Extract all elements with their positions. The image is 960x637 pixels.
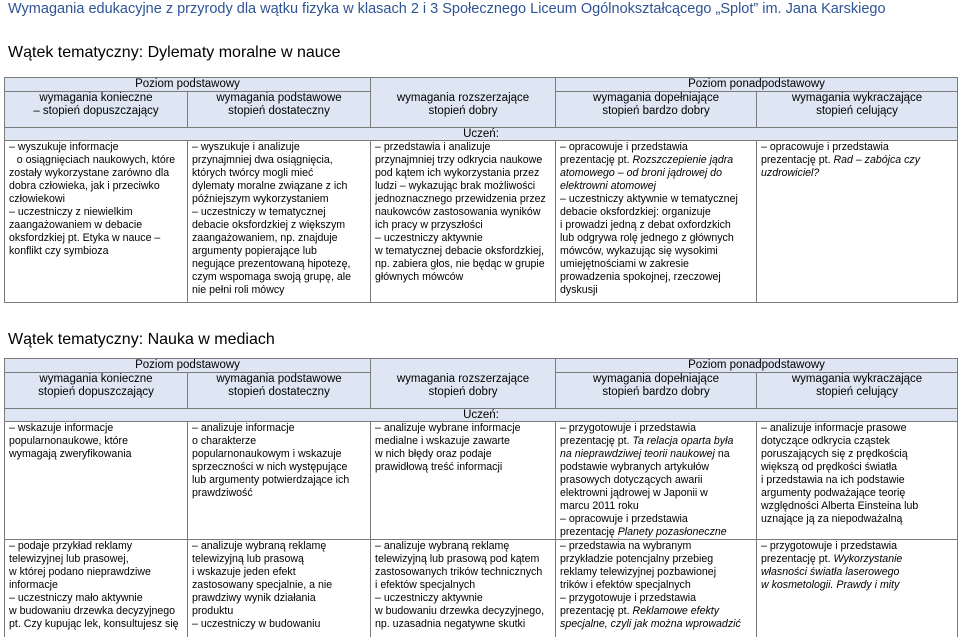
requirements-table-media <box>4 358 958 637</box>
cell-media-complementary-2: – przedstawia na wybranym przykładzie potencjalny przebieg reklamy telewizyjnej pozbawionej trików i efektów specjalnych – przygotowuje i przedstawia prezentację pt. Reklamowe efekty specjalne, czyli jak można wprowadzić <box>556 540 757 637</box>
cell-dylematy-complementary: – opracowuje i przedstawia prezentację pt. Rozszczepienie jądra atomowego – od broni jądrowej do elektrowni atomowej – uczestniczy aktywnie w tematycznej debacie oksfordzkiej: organizuje i prowadzi jedną z debat oxfordzkich lub odgrywa rolę jednego z głównych mówców, wykazując się wysokimi umiejętnościami w zakresie prowadzenia spokojnej, rzeczowej dyskusji <box>556 141 757 303</box>
cell-dylematy-basic: – wyszukuje i analizuje przynajmniej dwa osiągnięcia, których twórcy mogli mieć dylematy moralne związane z ich późniejszym wykorzystaniem – uczestniczy w tematycznej debacie oksfordzkiej z większym zaangażowaniem, np. znajduje argumenty popierające lub negujące prezentowaną hipotezę, czym wspomaga swoją grupę, ale nie pełni roli mówcy <box>188 141 371 303</box>
cell-media-exceeding-2: – przygotowuje i przedstawia prezentację pt. Wykorzystanie własności światła laserowego w kosmetologii. Prawdy i mity <box>757 540 958 637</box>
basic-level-header: Poziom podstawowy <box>5 78 371 92</box>
student-label: Uczeń: <box>5 128 958 141</box>
header-required-2: wymagania konieczne stopień dopuszczający <box>5 373 188 409</box>
advanced-level-header-2: Poziom ponadpodstawowy <box>556 359 958 373</box>
header-exceeding-2: wymagania wykraczające stopień celujący <box>757 373 958 409</box>
header-basic: wymagania podstawowe stopień dostateczny <box>188 92 371 128</box>
cell-media-basic-2: – analizuje wybraną reklamę telewizyjną lub prasową i wskazuje jeden efekt zastosowany specjalnie, a nie prawdziwy wynik działania produktu – uczestniczy w budowaniu <box>188 540 371 637</box>
cell-media-extended-1: – analizuje wybrane informacje medialne i wskazuje zawarte w nich błędy oraz podaje prawidłową treść informacji <box>371 422 556 540</box>
cell-media-required-1: – wskazuje informacje popularnonaukowe, które wymagają zweryfikowania <box>5 422 188 540</box>
cell-media-extended-2: – analizuje wybraną reklamę telewizyjną lub prasową pod kątem zastosowanych trików technicznych i efektów specjalnych – uczestniczy aktywnie w budowaniu drzewka decyzyjnego, np. uzasadnia negatywne skutki <box>371 540 556 637</box>
header-required: wymagania konieczne – stopień dopuszczający <box>5 92 188 128</box>
cell-media-required-2: – podaje przykład reklamy telewizyjnej lub prasowej, w której podano nieprawdziwe informacje – uczestniczy mało aktywnie w budowaniu drzewka decyzyjnego pt. Czy kupując lek, konsultujesz się <box>5 540 188 637</box>
header-extended-2: wymagania rozszerzające stopień dobry <box>371 373 556 409</box>
advanced-level-header: Poziom ponadpodstawowy <box>556 78 958 92</box>
section-title-dylematy: Wątek tematyczny: Dylematy moralne w nauce <box>8 44 341 61</box>
cell-dylematy-exceeding: – opracowuje i przedstawia prezentację pt. Rad – zabójca czy uzdrowiciel? <box>757 141 958 303</box>
header-complementary-2: wymagania dopełniające stopień bardzo dobry <box>556 373 757 409</box>
cell-media-complementary-1: – przygotowuje i przedstawia prezentację pt. Ta relacja oparta była na nieprawdziwej teorii naukowej na podstawie wybranych artykułów prasowych dotyczących awarii elektrowni jądrowej w Japonii w marcu 2011 roku – opracowuje i przedstawia prezentację Planety pozasłoneczne <box>556 422 757 540</box>
student-label-2: Uczeń: <box>5 409 958 422</box>
header-basic-2: wymagania podstawowe stopień dostateczny <box>188 373 371 409</box>
basic-level-header-2: Poziom podstawowy <box>5 359 371 373</box>
cell-dylematy-extended: – przedstawia i analizuje przynajmniej trzy odkrycia naukowe pod kątem ich wykorzystania przez ludzi – wykazując brak możliwości jednoznacznego przewidzenia przez naukowców zastosowania wyników ich pracy w przyszłości – uczestniczy aktywnie w tematycznej debacie oksfordzkiej, np. zabiera głos, nie będąc w grupie głównych mówców <box>371 141 556 303</box>
cell-media-basic-1: – analizuje informacje o charakterze popularnonaukowym i wskazuje sprzeczności w nich występujące lub argumenty potwierdzające ich prawdziwość <box>188 422 371 540</box>
cell-media-exceeding-1: – analizuje informacje prasowe dotyczące odkrycia cząstek poruszających się z prędkością większą od prędkości światła i przedstawia na ich podstawie argumenty podważające teorię względności Alberta Einsteina lub uznające ją za niepodważalną <box>757 422 958 540</box>
header-exceeding: wymagania wykraczające stopień celujący <box>757 92 958 128</box>
cell-dylematy-required: – wyszukuje informacje o osiągnięciach naukowych, które zostały wykorzystane zarówno dla dobra człowieka, jak i przeciwko człowiekowi – uczestniczy z niewielkim zaangażowaniem w debacie oksfordzkiej pt. Etyka w nauce – konflikt czy symbioza <box>5 141 188 303</box>
document-title: Wymagania edukacyjne z przyrody dla wątku fizyka w klasach 2 i 3 Społecznego Liceum Ogólnokształcącego „Splot” im. Jana Karskiego <box>8 1 886 17</box>
requirements-table-dylematy <box>4 77 958 303</box>
header-extended: wymagania rozszerzające stopień dobry <box>371 92 556 128</box>
section-title-media: Wątek tematyczny: Nauka w mediach <box>8 331 275 348</box>
header-complementary: wymagania dopełniające stopień bardzo dobry <box>556 92 757 128</box>
